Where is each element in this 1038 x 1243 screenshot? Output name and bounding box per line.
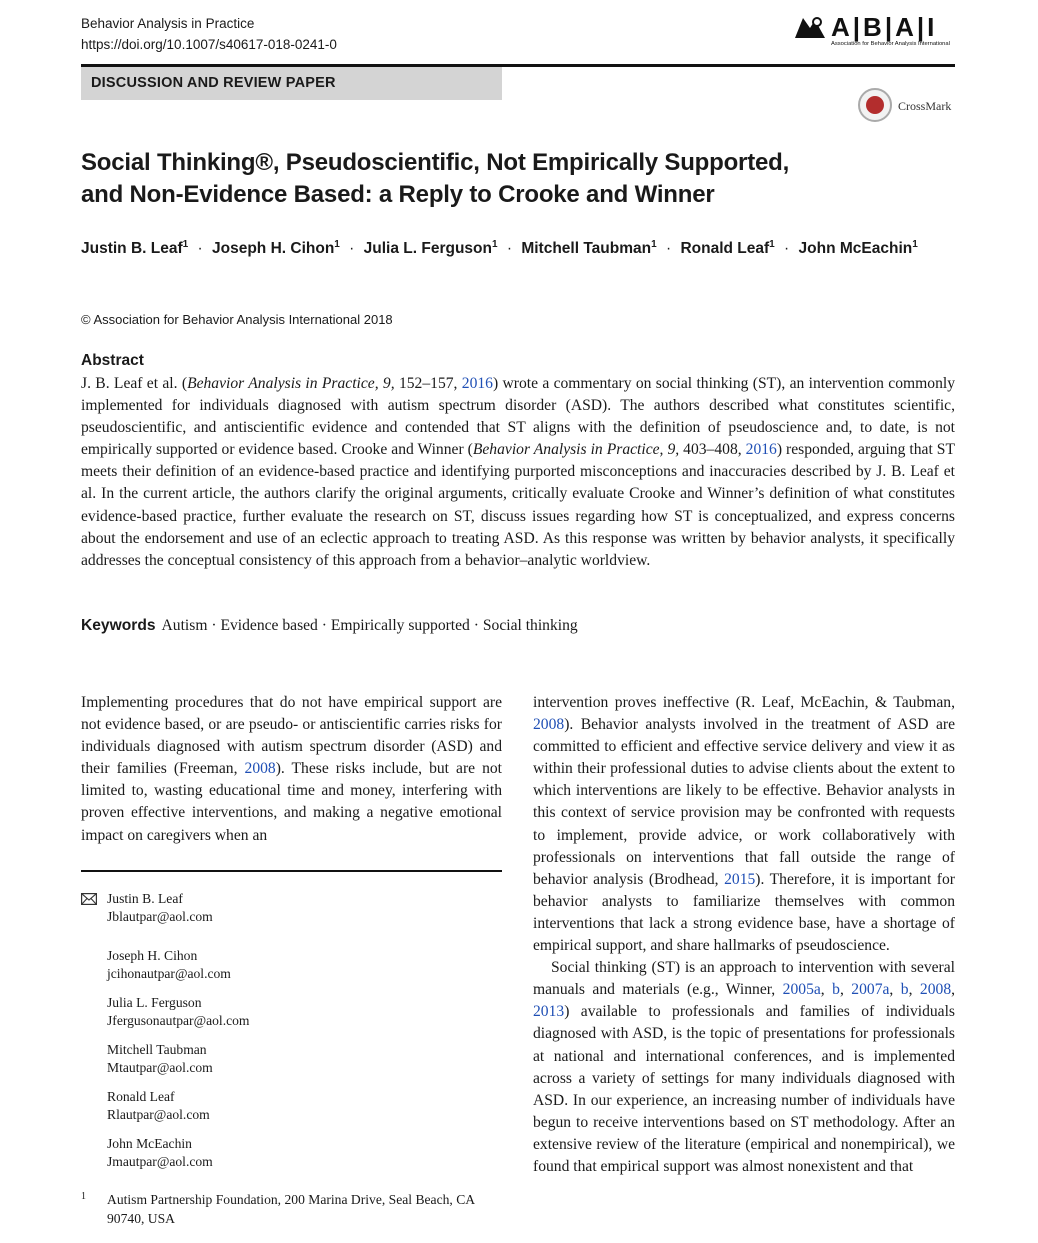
crossmark-icon	[858, 88, 892, 122]
abai-logo-text: A|B|A|I	[831, 12, 938, 42]
author-name[interactable]: Mitchell Taubman	[521, 240, 652, 258]
section-label: DISCUSSION AND REVIEW PAPER	[91, 75, 336, 91]
contact-name: Julia L. Ferguson	[107, 995, 202, 1010]
author-separator: ·	[349, 240, 355, 258]
citation-link[interactable]: 2015	[724, 870, 756, 888]
author-name[interactable]: Justin B. Leaf	[81, 240, 183, 258]
crossmark-label: CrossMark	[898, 99, 952, 113]
contact-email[interactable]: jcihonautpar@aol.com	[107, 966, 231, 981]
contact-entry	[107, 1135, 213, 1171]
citation-link[interactable]: b	[900, 981, 909, 999]
citation-link[interactable]: 2007a	[851, 981, 890, 999]
author-affiliation-mark: 1	[912, 239, 918, 250]
affiliation-number: 1	[81, 1191, 86, 1202]
author-separator: ·	[506, 240, 513, 258]
section-band	[81, 67, 502, 100]
abai-emblem-icon	[793, 12, 827, 42]
keywords-line	[81, 617, 578, 635]
contact-entry	[107, 890, 213, 926]
body-paragraph: Social thinking (ST) is an approach to intervention with several manuals and materials (e.g., Winner, 2005a, b, 2007a, b, 2008, 2013) available to professionals and families of individuals diagnosed with ASD, is the topic of presentations for professionals at national and international conferences, and is implemented across a variety of settings for many individuals diagnosed with ASD. In our experience, an increasing number of individuals have begun to receive interventions based on ST methodology. After an extensive review of the literature (empirical and nonempirical), we found that empirical support was almost nonexistent and that	[533, 959, 956, 1175]
affiliation-text: Autism Partnership Foundation, 200 Marina Drive, Seal Beach, CA 90740, USA	[107, 1192, 475, 1226]
author-separator: ·	[784, 240, 790, 258]
citation-link[interactable]: 2008	[919, 981, 952, 999]
abai-logo-subtitle: Association for Behavior Analysis International	[831, 41, 950, 47]
contact-entry	[107, 994, 250, 1030]
contact-name: Mitchell Taubman	[107, 1042, 207, 1057]
abstract-heading: Abstract	[81, 352, 144, 369]
author-separator: ·	[197, 240, 203, 258]
citation-journal: Behavior Analysis in Practice, 9,	[472, 441, 680, 459]
author-affiliation-mark: 1	[182, 239, 189, 250]
citation-link[interactable]: 2008	[533, 716, 565, 734]
citation-link[interactable]: b	[832, 981, 840, 999]
author-affiliation-mark: 1	[769, 239, 775, 250]
citation-link[interactable]: 2016	[745, 441, 777, 459]
contact-email[interactable]: Jfergusonautpar@aol.com	[107, 1013, 250, 1028]
author-affiliation-mark: 1	[334, 239, 340, 250]
author-list	[81, 239, 961, 258]
contact-email[interactable]: Jblautpar@aol.com	[107, 909, 213, 924]
abai-logo	[793, 12, 957, 52]
contact-email[interactable]: Mtautpar@aol.com	[107, 1060, 213, 1075]
citation-link[interactable]: 2008	[244, 760, 276, 778]
body-paragraph: intervention proves ineffective (R. Leaf, McEachin, & Taubman, 2008). Behavior analysts involved in the treatment of ASD are committed to efficient and effective service delivery and view it as within their professional duties to advise clients about the extent to which interventions are likely to be effective. Behavior analysts in this context of service provision may be confronted with requests to implement, provide advice, or work collaboratively with professionals on interventions that fall outside the range of behavior analysis (Brodhead, 2015). Therefore, it is important for behavior analysts to familiarize themselves with common interventions that lack a strong evidence base, have a shortage of empirical support, and share hallmarks of pseudoscience.	[533, 694, 955, 955]
keywords-list: Autism · Evidence based · Empirically supported · Social thinking	[161, 617, 578, 634]
author-name[interactable]: Joseph H. Cihon	[212, 240, 335, 258]
author-separator: ·	[665, 240, 672, 258]
author-name[interactable]: Julia L. Ferguson	[363, 240, 492, 258]
author-affiliation-mark: 1	[491, 239, 498, 250]
contact-entry	[107, 1088, 210, 1124]
contact-name: Ronald Leaf	[107, 1089, 175, 1104]
contact-entry	[107, 947, 231, 983]
contact-entry	[107, 1041, 213, 1077]
contact-email[interactable]: Rlautpar@aol.com	[107, 1107, 210, 1122]
citation-link[interactable]: 2005a	[782, 981, 821, 999]
body-column-right	[533, 692, 955, 1178]
contact-email[interactable]: Jmautpar@aol.com	[107, 1154, 213, 1169]
mail-icon	[81, 893, 97, 905]
author-affiliation-mark: 1	[651, 239, 657, 250]
author-name[interactable]: John McEachin	[798, 240, 913, 258]
doi-link[interactable]: https://doi.org/10.1007/s40617-018-0241-0	[81, 37, 337, 52]
crossmark-badge[interactable]	[858, 88, 968, 126]
body-column-left: Implementing procedures that do not have empirical support are not evidence based, or are pseudo- or antiscientific carries risks for individuals diagnosed with autism spectrum disorder (ASD) and their families (Freeman, 2008). These risks include, but are not limited to, wasting educational time and money, interfering with proven effective interventions, and making a negative emotional impact on caregivers when an	[81, 694, 502, 844]
footnote-rule	[81, 870, 502, 872]
citation-journal: Behavior Analysis in Practice, 9,	[187, 375, 395, 392]
citation-link[interactable]: 2013	[533, 1003, 565, 1021]
keywords-label: Keywords	[81, 617, 156, 634]
journal-name: Behavior Analysis in Practice	[81, 16, 255, 31]
author-name[interactable]: Ronald Leaf	[680, 240, 770, 258]
contact-name: Joseph H. Cihon	[107, 948, 198, 963]
copyright-notice: © Association for Behavior Analysis International 2018	[81, 312, 393, 327]
contact-name: Justin B. Leaf	[107, 891, 183, 906]
contact-name: John McEachin	[107, 1136, 192, 1151]
article-title: Social Thinking®, Pseudoscientific, Not Empirically Supported, and Non-Evidence Based: a Reply to Crooke and Winner	[81, 149, 790, 208]
citation-link[interactable]: 2016	[461, 375, 493, 392]
abstract-text: J. B. Leaf et al. (Behavior Analysis in Practice, 9, 152–157, 2016) wrote a commentary on social thinking (ST), an intervention commonly implemented for individuals diagnosed with autism spectrum disorder (ASD). The authors described what constitutes scientific, pseudoscientific, and antiscientific evidence and contended that ST aligns with the definition of pseudoscience and, to date, is not empirically supported or evidence based. Crooke and Winner (Behavior Analysis in Practice, 9, 403–408, 2016) responded, arguing that ST meets their definition of an evidence-based practice and identifying purported misconceptions and inaccuracies described by J. B. Leaf et al. In the current article, the authors clarify the original arguments, critically evaluate Crooke and Winner’s definition of what constitutes evidence-based practice, further evaluate the research on ST, discuss issues regarding how ST is conceptualized, and express concerns about the endorsement and use of an eclectic approach to treating ASD. As this response was written by behavior analysts, it specifically addresses the conceptual consistency of this approach from a behavior–analytic worldview.	[81, 375, 955, 569]
